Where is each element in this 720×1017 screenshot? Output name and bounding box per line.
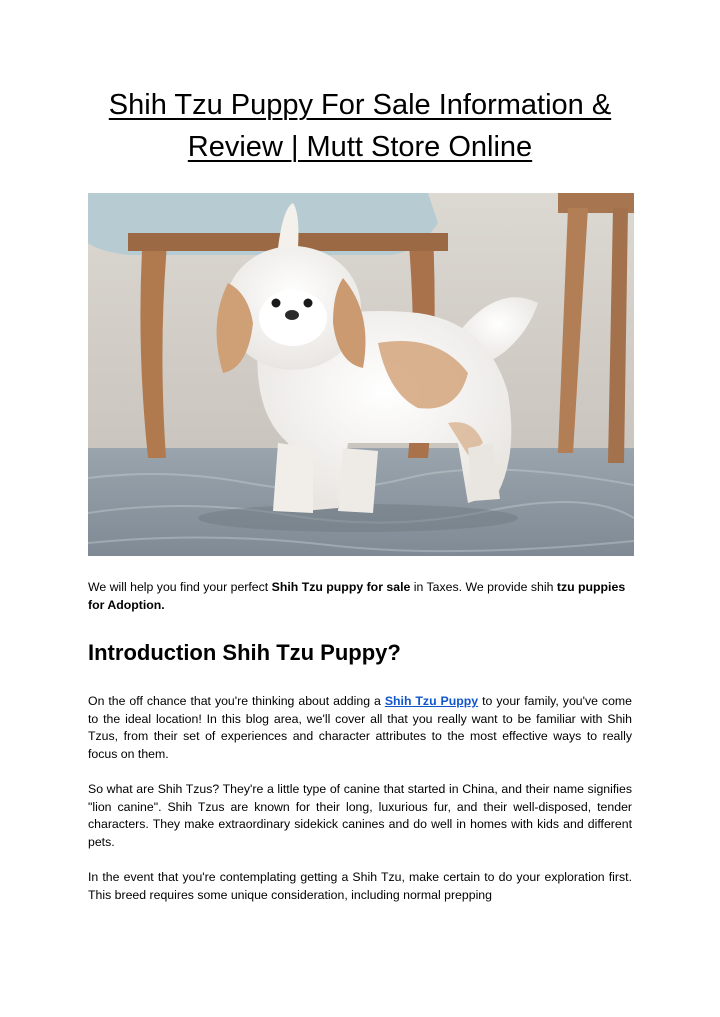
paragraph-1-before-link: On the off chance that you're thinking about adding a [88,694,385,708]
intro-text-1: We will help you find your perfect [88,580,272,594]
hero-image [88,193,634,556]
shih-tzu-puppy-illustration [88,193,634,556]
paragraph-2: So what are Shih Tzus? They're a little type of canine that started in China, and their name signifies "lion canine". Shih Tzus are known for their long, luxurious fur, and their well-disposed, tender characters. They make extraordinary sidekick canines and do well in homes with kids and different pets. [88,782,632,850]
shih-tzu-puppy-link[interactable]: Shih Tzu Puppy [384,694,479,708]
section-heading: Introduction Shih Tzu Puppy? [88,640,401,665]
paragraph-1-after-link: to your family, you've come to the ideal location! In this blog area, we'll cover all that you really want to be familiar with Shih Tzus, from their set of experiences and character attributes to the most effective ways to really focus on them. [88,694,632,762]
page-title-line-2: Review | Mutt Store Online [187,131,533,163]
page-title [60,84,660,168]
paragraph-3: In the event that you're contemplating getting a Shih Tzu, make certain to do your exploration first. This breed requires some unique consideration, including normal prepping [88,870,632,902]
intro-bold-2: tzu puppies for Adoption. [88,580,626,612]
paragraph-1 [88,693,632,764]
page-title-line-1: Shih Tzu Puppy For Sale Information & [108,89,612,121]
intro-paragraph [88,578,632,614]
intro-text-2: in Taxes. We provide shih [410,580,557,594]
intro-bold-1: Shih Tzu puppy for sale [271,580,411,594]
